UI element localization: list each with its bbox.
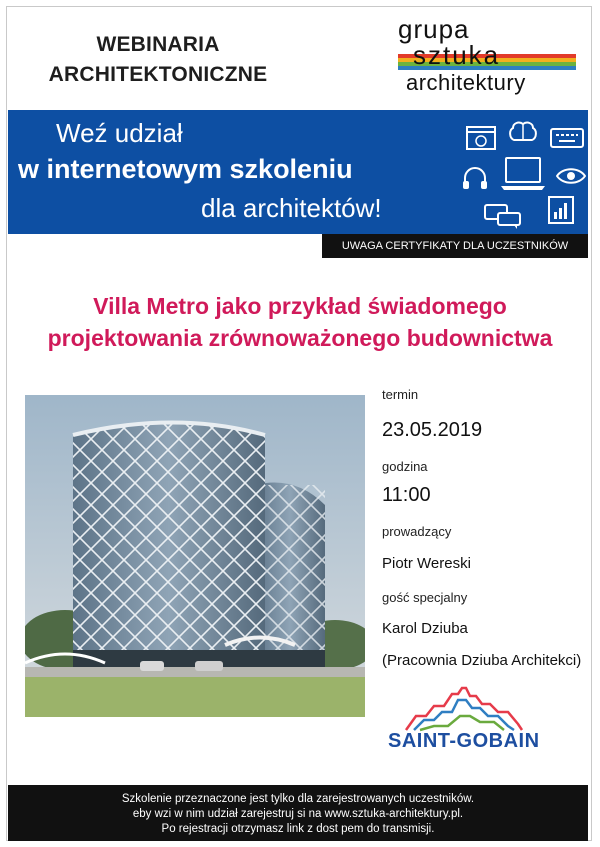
term-value: 23.05.2019 — [382, 419, 483, 441]
banner-line-1: Weź udział — [56, 118, 183, 148]
time-label: godzina — [382, 459, 428, 474]
saint-gobain-wordmark: SAINT-GOBAIN — [388, 730, 540, 752]
headline-line-1: Villa Metro jako przykład świadomego — [93, 293, 507, 319]
chat-icon — [484, 204, 522, 230]
eye-icon — [556, 166, 586, 186]
headset-icon — [462, 166, 488, 192]
brain-icon — [508, 120, 538, 146]
time-value: 11:00 — [382, 484, 431, 506]
footer-line-1: Szkolenie przeznaczone jest tylko dla zarejestrowanych uczestników. — [121, 793, 475, 805]
saint-gobain-logo — [384, 686, 554, 756]
logo-word-grupa: grupa — [398, 14, 470, 44]
guest-value: Karol Dziuba — [382, 620, 468, 637]
banner-line-3: dla architektów! — [201, 193, 382, 223]
guest-organization: (Pracownia Dziuba Architekci) — [382, 652, 582, 669]
guest-label: gość specjalny — [382, 590, 468, 605]
certificate-note: UWAGA CERTYFIKATY DLA UCZESTNIKÓW — [322, 234, 588, 258]
registration-footer — [8, 785, 588, 841]
webinar-series-title — [28, 30, 288, 90]
web-icon — [466, 126, 496, 152]
footer-line-2: eby wzi w nim udział zarejestruj si na www.sztuka-architektury.pl. — [132, 808, 464, 820]
banner-icon-group — [448, 116, 588, 226]
footer-line-3: Po rejestracji otrzymasz link z dost pem do transmisji. — [161, 823, 435, 835]
villa-metro-building-photo — [25, 395, 365, 717]
host-value: Piotr Wereski — [382, 555, 471, 572]
grupa-sztuka-architektury-logo — [398, 14, 588, 99]
logo-word-architektury: architektury — [406, 70, 526, 95]
headline-line-2: projektowania zrównoważonego budownictwa — [47, 325, 553, 351]
term-label: termin — [382, 387, 419, 402]
host-label: prowadzący — [382, 524, 452, 539]
city-skyline-icon — [404, 686, 524, 732]
keyboard-icon — [550, 128, 584, 148]
title-line-2: ARCHITEKTONICZNE — [48, 63, 268, 86]
chart-icon — [548, 196, 574, 224]
title-line-1: WEBINARIA — [96, 33, 220, 56]
logo-word-sztuka: sztuka — [413, 40, 501, 70]
webinar-topic-headline — [20, 290, 580, 354]
invitation-banner — [8, 110, 588, 234]
laptop-icon — [500, 156, 546, 192]
banner-line-2: w internetowym szkoleniu — [18, 154, 353, 184]
